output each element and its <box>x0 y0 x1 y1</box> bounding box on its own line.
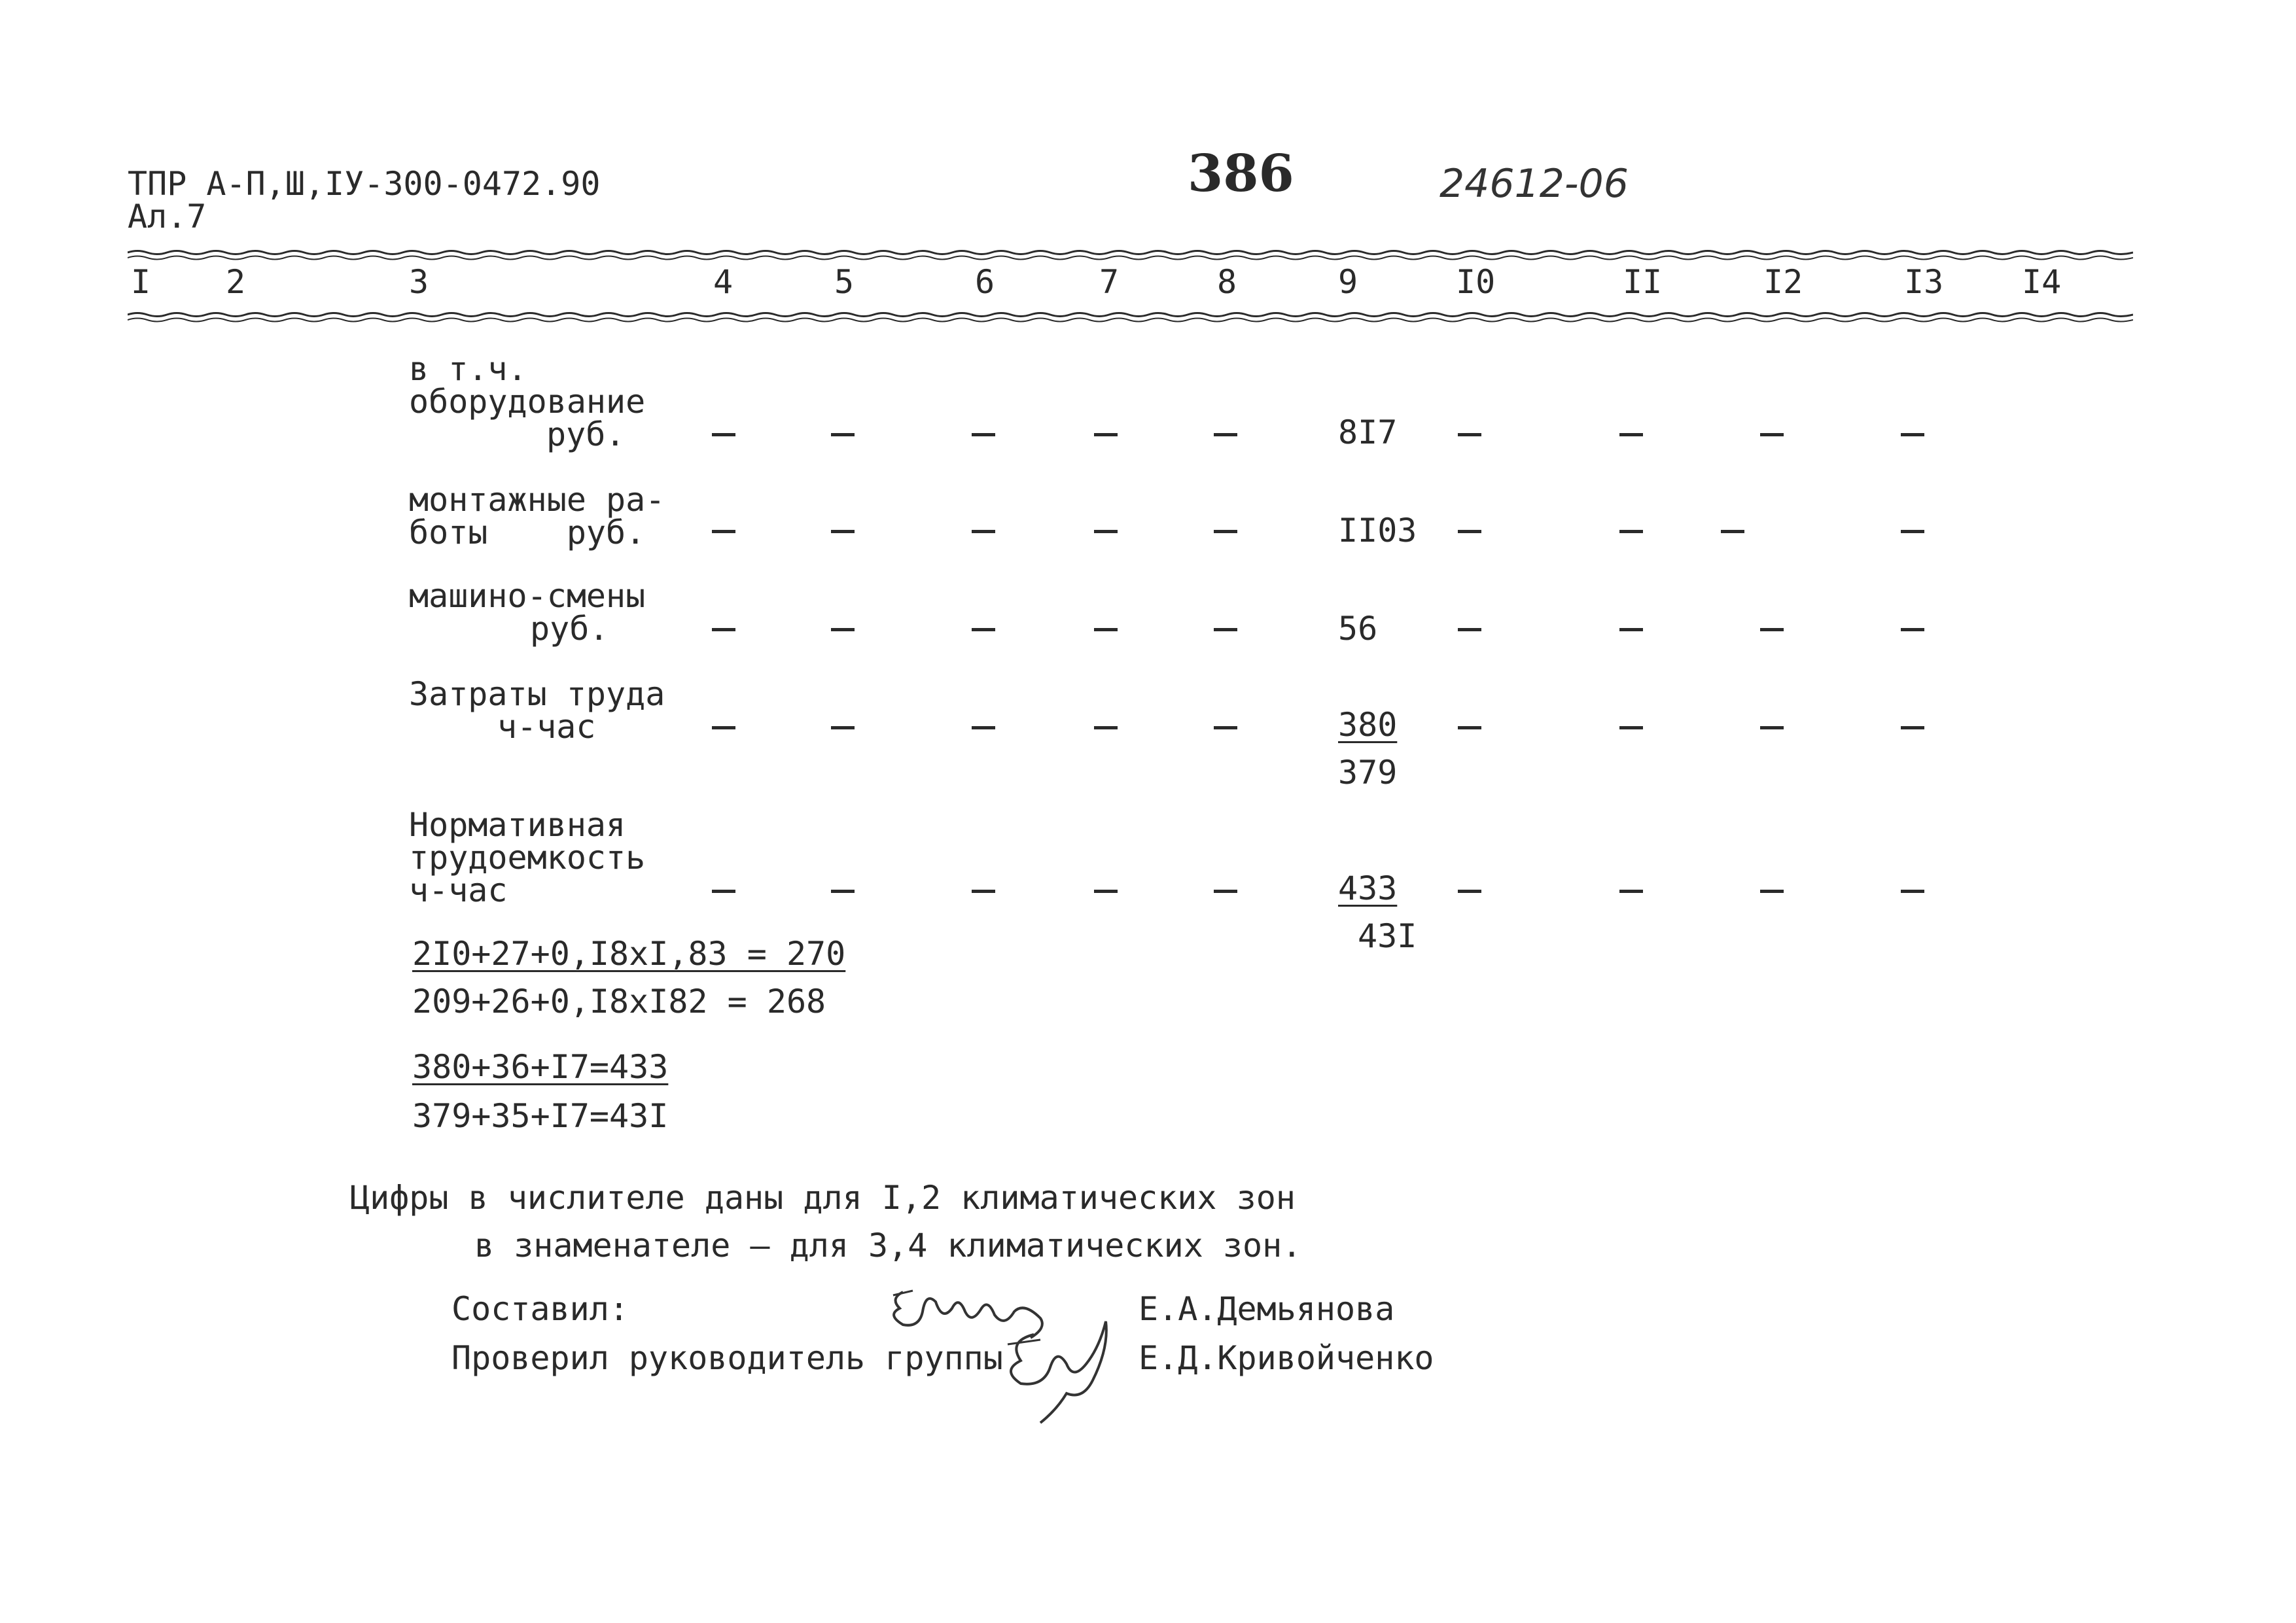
column-number: 8 <box>1217 263 1237 301</box>
empty-cell-dash <box>1901 890 1924 893</box>
empty-cell-dash <box>1094 726 1118 729</box>
empty-cell-dash <box>712 433 735 436</box>
empty-cell-dash <box>1214 530 1237 533</box>
sheet-label: Ал.7 <box>128 198 207 236</box>
empty-cell-dash <box>972 890 995 893</box>
row-value-numerator: 433 <box>1338 869 1398 907</box>
empty-cell-dash <box>1619 530 1643 533</box>
empty-cell-dash <box>831 433 855 436</box>
compiled-name: Е.А.Демьянова <box>1139 1290 1395 1328</box>
empty-cell-dash <box>1619 433 1643 436</box>
note-line: в знаменателе – для 3,4 климатических зон. <box>474 1227 1302 1265</box>
empty-cell-dash <box>831 628 855 631</box>
formula-numerator: 2I0+27+0,I8хI,83 = 270 <box>412 935 846 973</box>
empty-cell-dash <box>1458 890 1481 893</box>
column-number: 2 <box>226 263 246 301</box>
empty-cell-dash <box>1901 530 1924 533</box>
column-number: I4 <box>2022 263 2062 301</box>
empty-cell-dash <box>1214 890 1237 893</box>
empty-cell-dash <box>972 530 995 533</box>
row-label-line: боты руб. <box>409 514 646 551</box>
row-label-line: оборудование <box>409 383 646 421</box>
row-value-numerator: 380 <box>1338 706 1398 744</box>
column-number: 3 <box>409 263 429 301</box>
empty-cell-dash <box>1094 890 1118 893</box>
row-label-line: трудоемкость <box>409 839 646 877</box>
empty-cell-dash <box>1214 628 1237 631</box>
empty-cell-dash <box>1619 726 1643 729</box>
checked-label: Проверил руководитель группы <box>451 1339 1003 1377</box>
column-number: II <box>1623 263 1663 301</box>
checked-name: Е.Д.Кривойченко <box>1139 1339 1434 1377</box>
empty-cell-dash <box>831 726 855 729</box>
empty-cell-dash <box>1458 726 1481 729</box>
header-top-rule <box>128 249 2133 262</box>
empty-cell-dash <box>1458 530 1481 533</box>
empty-cell-dash <box>831 890 855 893</box>
column-number: 7 <box>1099 263 1120 301</box>
row-value: II03 <box>1338 512 1417 550</box>
signature-checked <box>995 1308 1125 1426</box>
empty-cell-dash <box>1760 628 1784 631</box>
empty-cell-dash <box>712 726 735 729</box>
column-number: 9 <box>1338 263 1358 301</box>
column-number: 4 <box>713 263 733 301</box>
row-label-line: Затраты труда <box>409 675 665 713</box>
column-number: 5 <box>834 263 855 301</box>
row-label-line: ч-час <box>497 708 596 746</box>
empty-cell-dash <box>712 890 735 893</box>
column-number: I0 <box>1456 263 1496 301</box>
row-label-line: руб. <box>546 415 626 453</box>
empty-cell-dash <box>831 530 855 533</box>
formula-numerator: 380+36+I7=433 <box>412 1048 669 1086</box>
empty-cell-dash <box>1094 628 1118 631</box>
row-value-denominator: 379 <box>1338 754 1398 792</box>
empty-cell-dash <box>1094 433 1118 436</box>
header-bottom-rule <box>128 311 2133 324</box>
column-number: I3 <box>1904 263 1944 301</box>
row-value: 8I7 <box>1338 413 1398 451</box>
column-number: I <box>131 263 151 301</box>
empty-cell-dash <box>1760 726 1784 729</box>
empty-cell-dash <box>972 628 995 631</box>
row-label-line: Нормативная <box>409 806 626 844</box>
row-label-line: монтажные ра- <box>409 481 665 519</box>
empty-cell-dash <box>712 628 735 631</box>
empty-cell-dash <box>1901 433 1924 436</box>
empty-cell-dash <box>1901 726 1924 729</box>
row-label-line: руб. <box>530 610 609 648</box>
row-label-line: в т.ч. <box>409 350 527 388</box>
empty-cell-dash <box>1721 530 1744 533</box>
column-number: I2 <box>1763 263 1803 301</box>
page-number: 386 <box>1188 144 1294 203</box>
compiled-label: Составил: <box>451 1290 629 1328</box>
empty-cell-dash <box>1760 890 1784 893</box>
column-number: 6 <box>975 263 995 301</box>
empty-cell-dash <box>1214 726 1237 729</box>
empty-cell-dash <box>1094 530 1118 533</box>
row-label-line: ч-час <box>409 871 508 909</box>
empty-cell-dash <box>1458 433 1481 436</box>
empty-cell-dash <box>1458 628 1481 631</box>
document-code: ТПР А-П,Ш,IУ-300-0472.90 <box>128 165 601 203</box>
empty-cell-dash <box>1901 628 1924 631</box>
row-value-denominator: 43I <box>1358 917 1417 955</box>
empty-cell-dash <box>972 726 995 729</box>
formula-denominator: 209+26+0,I8хI82 = 268 <box>412 983 826 1021</box>
empty-cell-dash <box>1619 628 1643 631</box>
empty-cell-dash <box>972 433 995 436</box>
inventory-number: 24612-06 <box>1439 161 1629 207</box>
note-line: Цифры в числителе даны для I,2 климатических зон <box>350 1179 1296 1217</box>
empty-cell-dash <box>1214 433 1237 436</box>
row-label-line: машино-смены <box>409 577 646 615</box>
empty-cell-dash <box>1760 433 1784 436</box>
formula-denominator: 379+35+I7=43I <box>412 1097 669 1135</box>
empty-cell-dash <box>1619 890 1643 893</box>
empty-cell-dash <box>712 530 735 533</box>
row-value: 56 <box>1338 610 1378 648</box>
